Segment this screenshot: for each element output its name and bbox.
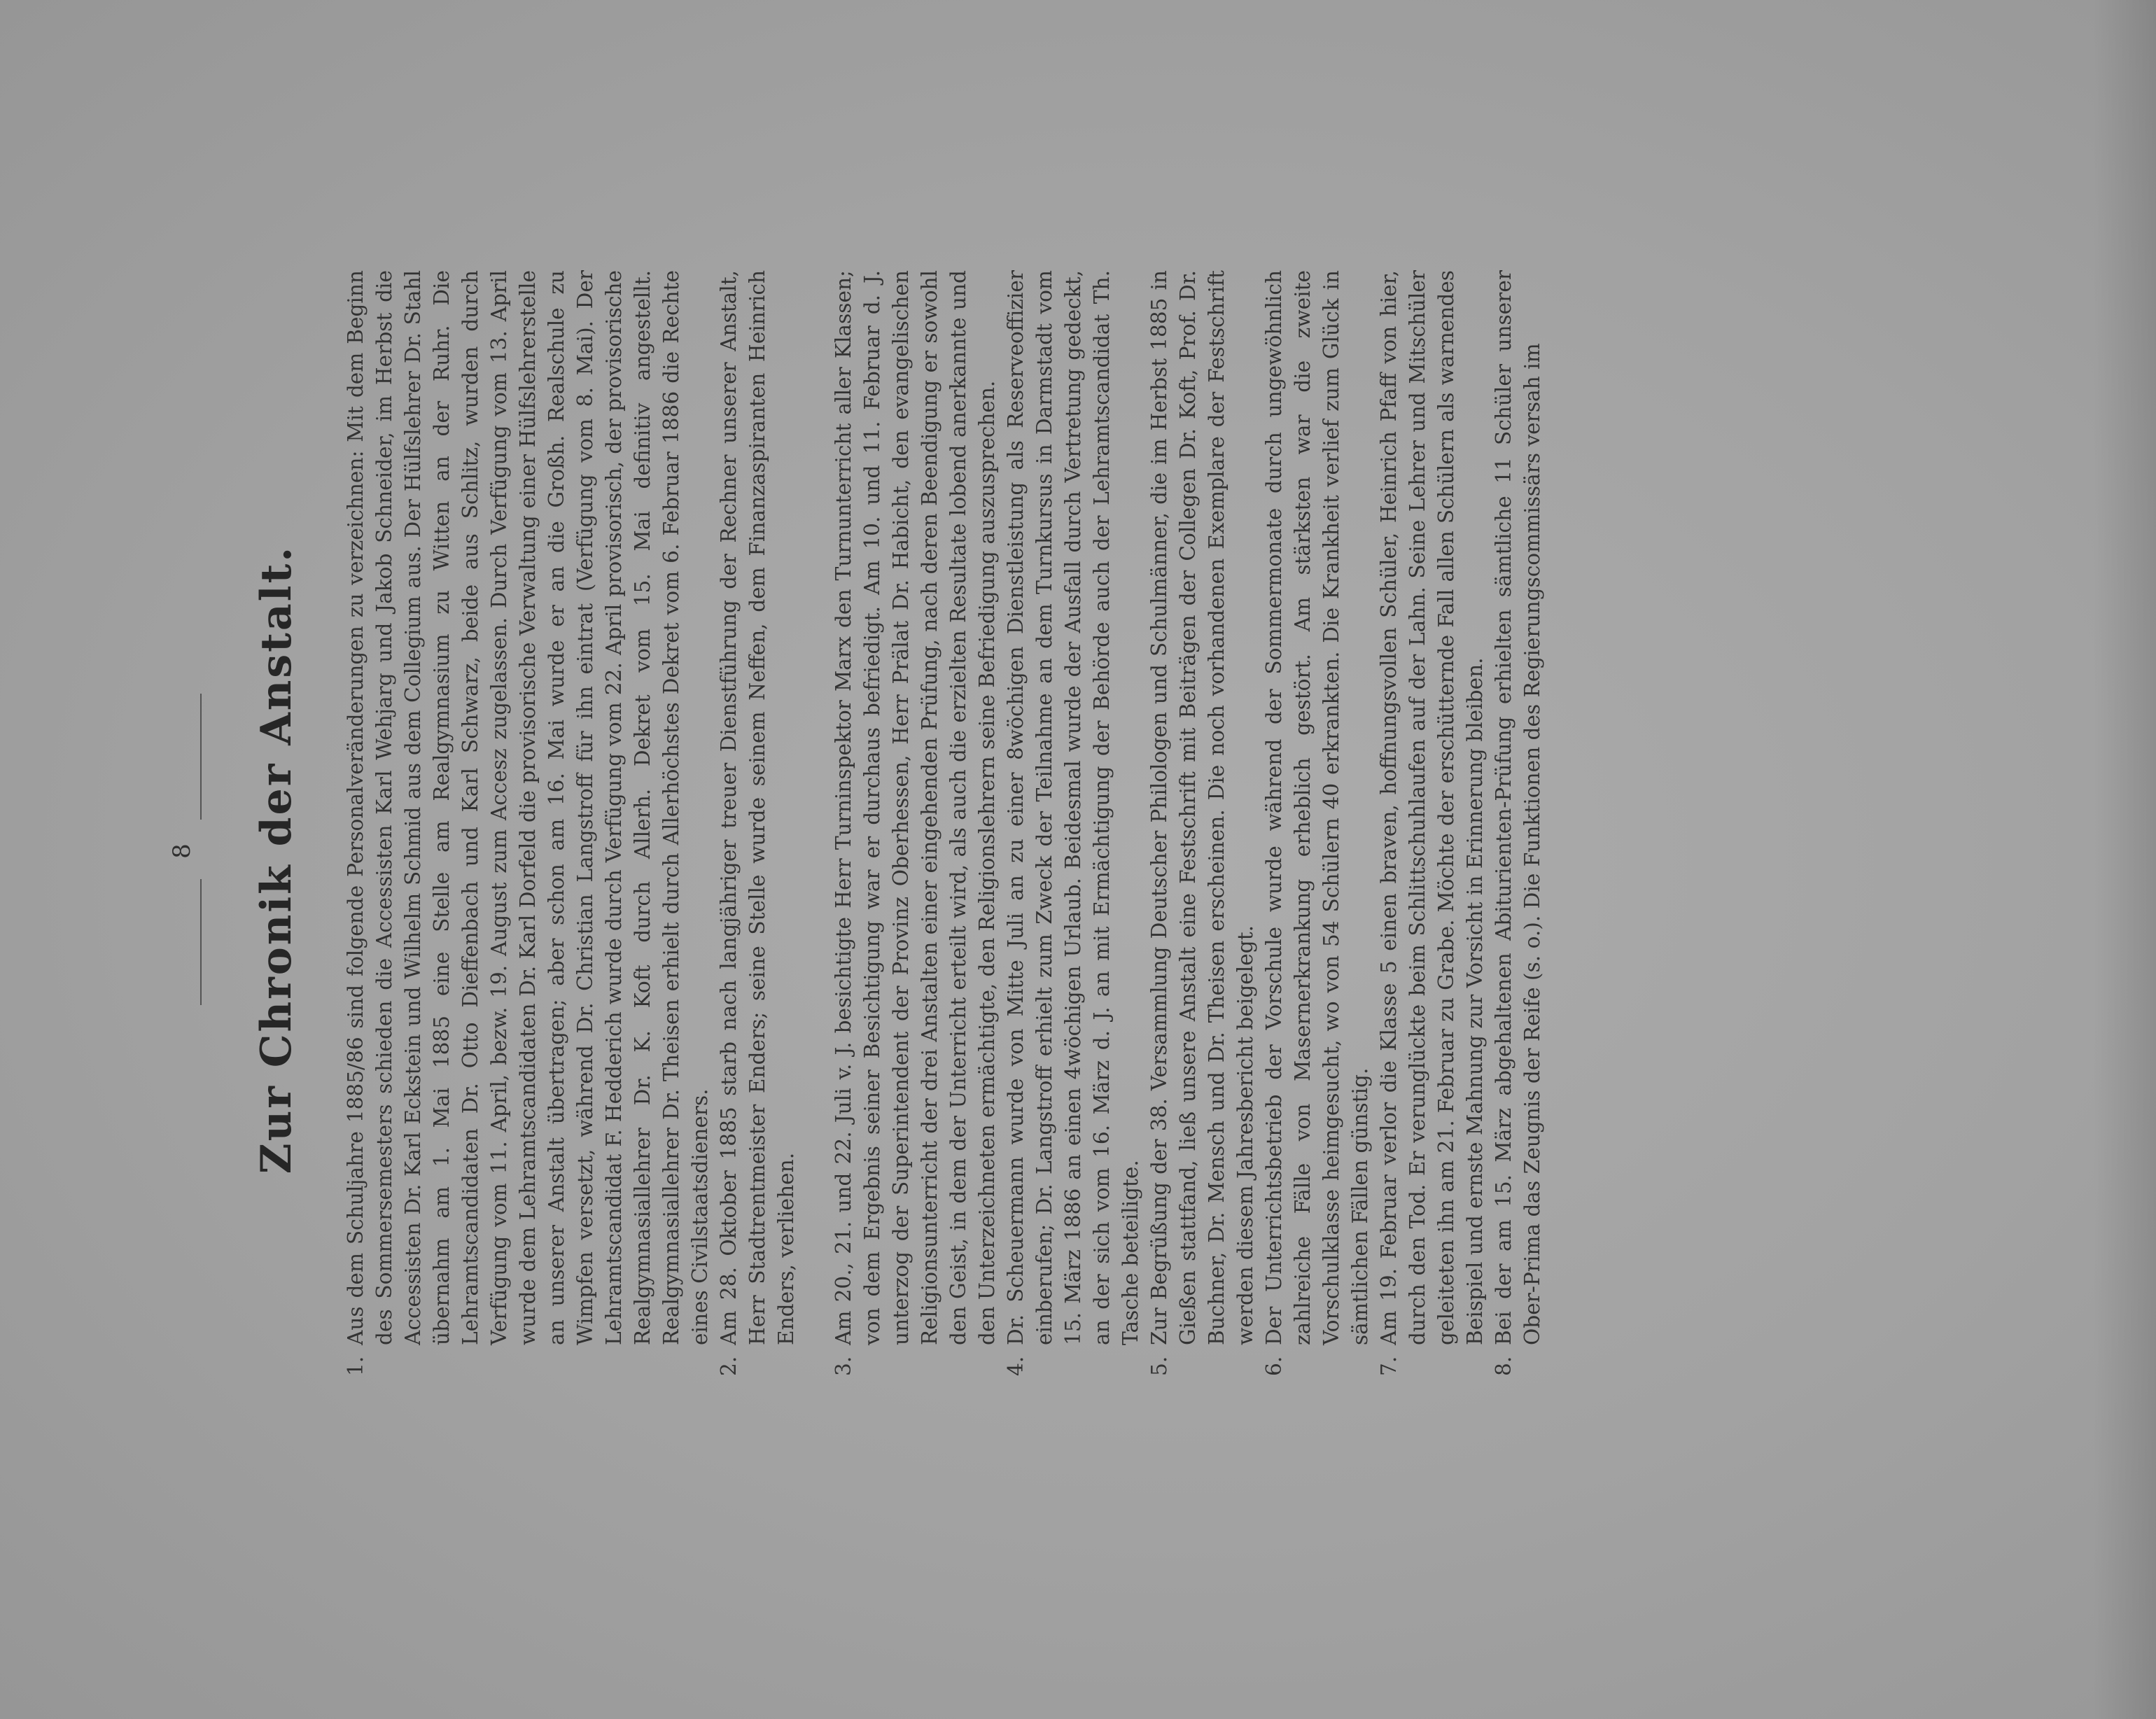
- chronicle-entry-1: [342, 270, 715, 1376]
- chronicle-entry-3: [830, 270, 1002, 1376]
- entry-number: 6.: [1262, 1356, 1286, 1376]
- entry-text: Der Unterrichtsbetrieb der Vorschule wurde während der Sommermonate durch ungewöhnlich zahlreiche Fälle von Masernerkrankung erheblich gestört. Am stärksten war die zweite Vorschulklasse heimgesucht, wo von 54 Schülern 40 erkrankten. Die Krankheit verlief zum Glück in sämtlichen Fällen günstig.: [1262, 270, 1372, 1345]
- chronicle-entry-8: [1490, 270, 1547, 1376]
- chronicle-entry-7: [1375, 270, 1490, 1376]
- entry-text: Zur Begrüßung der 38. Versammlung Deutscher Philologen und Schulmänner, die im Herbst 1885 in Gießen stattfand, ließ unsere Anstalt eine Festschrift mit Beiträgen der Collegen Dr. Koft, Prof. Dr. Buchner, Dr. Mensch und Dr. Theisen erscheinen. Die noch vorhandenen Exemplare der Festschrift werden diesem Jahresbericht beigelegt.: [1147, 270, 1257, 1345]
- chapter-title: Zur Chronik der Anstalt.: [252, 545, 301, 1174]
- header-rule-right: [200, 694, 202, 820]
- entry-text: Dr. Scheuermann wurde von Mitte Juli an zu einer 8wöchigen Dienstleistung als Reserveoffizier einberufen; Dr. Langstroff erhielt zum Zweck der Teilnahme an dem Turnkursus in Darmstadt vom 15. März 1886 an einen 4wöchigen Urlaub. Beidesmal wurde der Ausfall durch Vertretung gedeckt, an der sich vom 16. März d. J. an mit Ermächtigung der Behörde auch der Lehramtscandidat Th. Tasche beteiligte.: [1004, 270, 1142, 1345]
- entry-number: 4.: [1004, 1356, 1028, 1376]
- chronicle-entry-4: [1002, 270, 1145, 1376]
- entry-number: 5.: [1147, 1356, 1171, 1376]
- entry-text: Am 20., 21. und 22. Juli v. J. besichtigte Herr Turninspektor Marx den Turnunterricht aller Klassen; von dem Ergebnis seiner Besichtigung war er durchaus befriedigt. Am 10. und 11. Februar d. J. unterzog der Superintendent der Provinz Oberhessen, Herr Prälat Dr. Habicht, den evangelischen Religionsunterricht der drei Anstalten einer eingehenden Prüfung, nach deren Beendigung er sowohl den Geist, in dem der Unterricht erteilt wird, als auch die erzielten Resultate lobend anerkannte und den Unterzeichneten ermächtigte, den Religionslehrern seine Befriedigung auszusprechen.: [832, 270, 999, 1345]
- chronicle-entry-6: [1260, 270, 1375, 1376]
- entry-number: 7.: [1377, 1356, 1401, 1376]
- chronicle-entry-5: [1145, 270, 1260, 1376]
- entry-number: 3.: [832, 1356, 855, 1376]
- entry-text: Aus dem Schuljahre 1885/86 sind folgende Personalveränderungen zu verzeichnen: Mit dem Beginn des Sommersemesters schieden die Accessisten Karl Wehjarg und Jakob Schneider, im Herbst die Accessisten Dr. Karl Eckstein und Wilhelm Schmid aus dem Collegium aus. Der Hülfslehrer Dr. Stahl übernahm am 1. Mai 1885 eine Stelle am Realgymnasium zu Witten an der Ruhr. Die Lehramtscandidaten Dr. Otto Dieffenbach und Karl Schwarz, beide aus Schlitz, wurden durch Verfügung vom 11. April, bezw. 19. August zum Accesz zugelassen. Durch Verfügung vom 13. April wurde dem Lehramtscandidaten Dr. Karl Dorfeld die provisorische Verwaltung einer Hülfslehrerstelle an unserer Anstalt übertragen; aber schon am 16. Mai wurde er an die Großh. Realschule zu Wimpfen versetzt, während Dr. Christian Langstroff für ihn eintrat (Verfügung vom 8. Mai). Der Lehramtscandidat F. Hedderich wurde durch Verfügung vom 22. April provisorisch, der provisorische Realgymnasiallehrer Dr. K. Koft durch Allerh. Dekret vom 15. Mai definitiv angestellt. Realgymnasiallehrer Dr. Theisen erhielt durch Allerhöchstes Dekret vom 6. Februar 1886 die Rechte eines Civilstaatsdieners.: [344, 270, 712, 1345]
- entry-text: Am 19. Februar verlor die Klasse 5 einen braven, hoffnungsvollen Schüler, Heinrich Pfaff von hier, durch den Tod. Er verunglückte beim Schlittschuhlaufen auf der Lahn. Seine Lehrer und Mitschüler geleiteten ihn am 21. Februar zu Grabe. Möchte der erschütternde Fall allen Schülern als warnendes Beispiel und ernste Mahnung zur Vorsicht in Erinnerung bleiben.: [1377, 270, 1487, 1345]
- page-number: 8: [168, 843, 196, 859]
- entry-number: 1.: [344, 1356, 368, 1376]
- header-rule-left: [200, 879, 202, 1005]
- entry-text: Bei der am 15. März abgehaltenen Abiturienten-Prüfung erhielten sämtliche 11 Schüler unserer Ober-Prima das Zeugnis der Reife (s. o.). Die Funktionen des Regierungscommissärs versah im: [1492, 270, 1544, 1345]
- chronicle-list: [342, 270, 1547, 1376]
- entry-text: Am 28. Oktober 1885 starb nach langjähriger treuer Dienstführung der Rechner unserer Anstalt, Herr Stadtrentmeister Enders; seine Stelle wurde seinem Neffen, dem Finanzaspiranten Heinrich Enders, verliehen.: [717, 270, 798, 1345]
- chronicle-entry-2: [715, 270, 801, 1376]
- entry-number: 2.: [717, 1356, 741, 1376]
- entry-number: 8.: [1492, 1356, 1516, 1376]
